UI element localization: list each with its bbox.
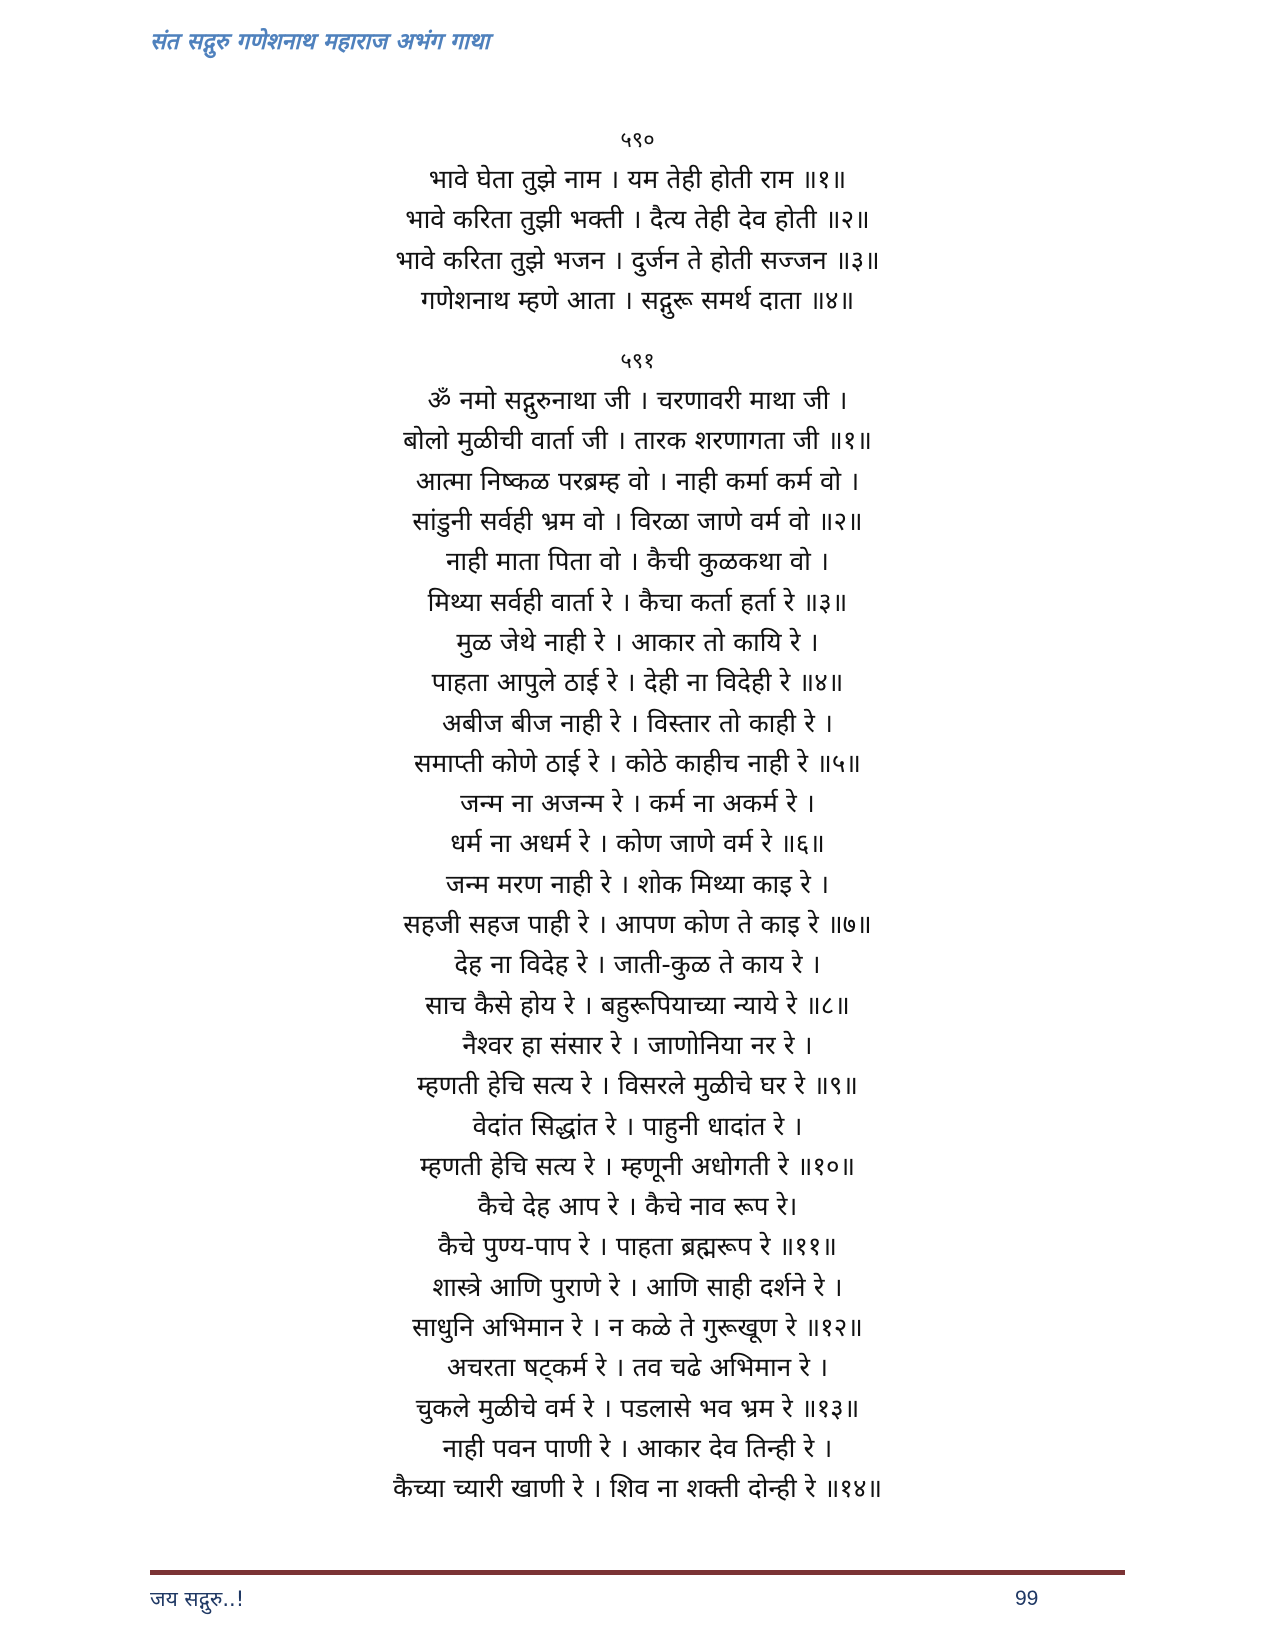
verse-line: कैच्या च्यारी खाणी रे । शिव ना शक्ती दोन्ही रे ॥१४॥ [392, 1474, 883, 1505]
verse-line: साच कैसे होय रे । बहुरूपियाच्या न्याये रे ॥८॥ [425, 990, 850, 1021]
abhang-number: ५९१ [620, 349, 655, 375]
verse-line: नैश्वर हा संसार रे । जाणोनिया नर रे । [462, 1030, 813, 1061]
verse-line: गणेशनाथ म्हणे आता । सद्गुरू समर्थ दाता ॥४॥ [420, 285, 855, 316]
verse-line: शास्त्रे आणि पुराणे रे । आणि साही दर्शने रे । [432, 1272, 843, 1303]
verse-line: कैचे पुण्य-पाप रे । पाहता ब्रह्मरूप रे ॥११॥ [438, 1232, 837, 1263]
abhang-590 [150, 126, 1125, 321]
abhang-number: ५९० [620, 128, 655, 153]
verse-line: मुळ जेथे नाही रे । आकार तो कायि रे । [456, 627, 819, 658]
verse-line: सहजी सहज पाही रे । आपण कोण ते काइ रे ॥७॥ [403, 910, 872, 941]
verse-line: अचरता षट्कर्म रे । तव चढे अभिमान रे । [446, 1353, 829, 1384]
verse-line: भावे करिता तुझी भक्ती । दैत्य तेही देव होती ॥२॥ [405, 205, 870, 236]
verse-line: समाप्ती कोणे ठाई रे । कोठे काहीच नाही रे ॥५॥ [414, 748, 861, 779]
verse-line: म्हणती हेचि सत्य रे । म्हणूनी अधोगती रे ॥१०॥ [419, 1151, 856, 1182]
verse-line: नाही माता पिता वो । कैची कुळकथा वो । [445, 547, 830, 578]
verse-line: साधुनि अभिमान रे । न कळे ते गुरूखूण रे ॥१२॥ [412, 1313, 863, 1344]
page-header-title: संत सद्गुरु गणेशनाथ महाराज अभंग गाथा [150, 29, 490, 55]
page-number: 99 [1015, 1587, 1039, 1610]
abhang-591 [150, 347, 1125, 1509]
footer-divider [150, 1570, 1125, 1575]
verse-line: भावे करिता तुझे भजन । दुर्जन ते होती सज्जन ॥३॥ [395, 245, 880, 276]
verse-line: ॐ नमो सद्गुरुनाथा जी । चरणावरी माथा जी । [427, 386, 848, 417]
verse-line: अबीज बीज नाही रे । विस्तार तो काही रे । [442, 708, 833, 739]
verse-line: कैचे देह आप रे । कैचे नाव रूप रे। [477, 1192, 798, 1223]
footer-text: जय सद्गुरु..! [150, 1587, 245, 1611]
verse-line: आत्मा निष्कळ परब्रम्ह वो । नाही कर्मा कर्म वो । [415, 466, 860, 497]
verse-line: मिथ्या सर्वही वार्ता रे । कैचा कर्ता हर्ता रे ॥३॥ [427, 587, 848, 618]
verse-line: धर्म ना अधर्म रे । कोण जाणे वर्म रे ॥६॥ [450, 829, 825, 860]
verse-line: म्हणती हेचि सत्य रे । विसरले मुळीचे घर रे ॥९॥ [416, 1071, 858, 1102]
verse-line: नाही पवन पाणी रे । आकार देव तिन्ही रे । [442, 1433, 833, 1464]
verse-line: बोलो मुळीची वार्ता जी । तारक शरणागता जी ॥१॥ [403, 426, 872, 457]
verse-line: चुकले मुळीचे वर्म रे । पडलासे भव भ्रम रे ॥१३॥ [415, 1393, 860, 1424]
verse-line: वेदांत सिद्धांत रे । पाहुनी धादांत रे । [472, 1111, 803, 1142]
verse-line: भावे घेता तुझे नाम । यम तेही होती राम ॥१॥ [428, 165, 847, 195]
page-content [150, 126, 1125, 1510]
verse-line: जन्म ना अजन्म रे । कर्म ना अकर्म रे । [460, 789, 815, 820]
verse-line: सांडुनी सर्वही भ्रम वो । विरळा जाणे वर्म वो ॥२॥ [412, 507, 863, 538]
verse-line: पाहता आपुले ठाई रे । देही ना विदेही रे ॥४॥ [431, 668, 844, 699]
verse-line: देह ना विदेह रे । जाती-कुळ ते काय रे । [454, 950, 821, 981]
verse-line: जन्म मरण नाही रे । शोक मिथ्या काइ रे । [445, 869, 830, 900]
